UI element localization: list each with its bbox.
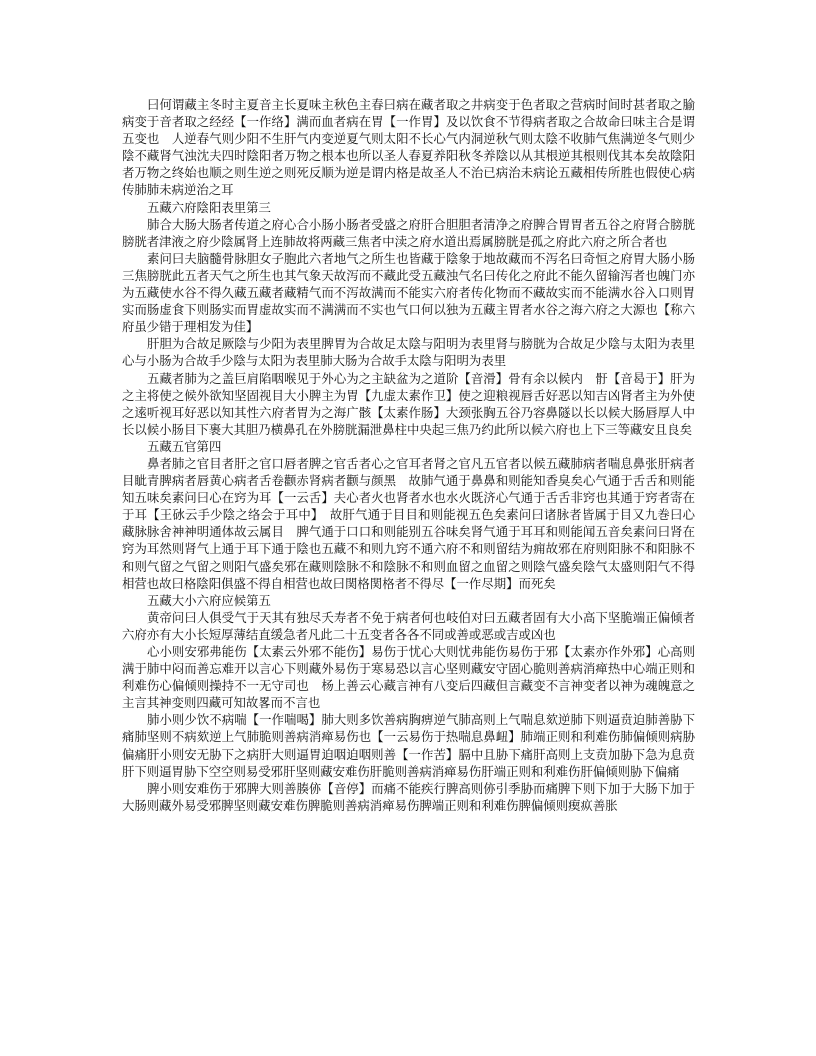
paragraph: 心小则安邪弗能伤【太素云外邪不能伤】易伤于忧心大则忧弗能伤易伤于邪【太素亦作外邪】心高则满于肺中闷而善忘难开以言心下则藏外易伤于寒易恐以言心坚则藏安守固心脆则善病消瘅热中心端正则和利难伤心偏倾则操持不一无守司也 杨上善云心藏言神有八变后四藏但言藏变不言神变者以神为魂魄意之主言其神变则四藏可知故畧而不言也: [122, 644, 695, 711]
section-heading: 五藏五官第四: [147, 438, 222, 454]
paragraph: 曰何谓藏主冬时主夏音主长夏味主秋色主春曰病在藏者取之井病变于色者取之营病时间时甚者取之腧病变于音者取之经经【一作络】满而血者病在胃【一作胃】及以饮食不节得病者取之合故命曰味主合是谓五变也 人逆春气则少阳不生肝气内变逆夏气则太阳不长心气内洞逆秋气则太陰不收肺气焦满逆冬气则少陰不藏肾气浊沈夫四时陰阳者万物之根本也所以圣人春夏养阳秋冬养陰以从其根逆其根则伐其本矣故陰阳者万物之终始也顺之则生逆之则死反顺为逆是谓内格是故圣人不治已病治未病论五藏相传所胜也假使心病传肺肺未病逆治之耳: [122, 97, 695, 198]
paragraph: 素问曰夫脑髓骨脉胆女子胞此六者地气之所生也皆藏于陰象于地故藏而不泻名曰奇恒之府胃大肠小肠三焦膀胱此五者天气之所生也其气象天故泻而不藏此受五藏浊气名曰传化之府此不能久留输泻者也魄门亦为五藏使水谷不得久藏五藏者藏精气而不泻故满而不能实六府者传化物而不藏故实而不能满水谷入口则胃实而肠虚食下则肠实而胃虚故实而不满满而不实也气口何以独为五藏主胃者水谷之海六府之大源也【称六府虽少错于理相发为佳】: [122, 250, 695, 335]
paragraph: 肺小则少饮不病喘【一作喘喝】肺大则多饮善病胸痹逆气肺高则上气喘息欬逆肺下则逼贲迫肺善胁下痛肺坚则不病欬逆上气肺脆则善病消瘅易伤也【一云易伤于热喘息鼻衄】肺端正则和利难伤肺偏倾则病胁偏痛肝小则安无胁下之病肝大则逼胃迫咽迫咽则善【一作苦】膈中且胁下痛肝高则上支贲加胁下急为息贲肝下则逼胃胁下空空则易受邪肝坚则藏安难伤肝脆则善病消瘅易伤肝端正则和利难伤肝偏倾则胁下偏痛: [122, 712, 695, 779]
paragraph: 肺合大肠大肠者传道之府心合小肠小肠者受盛之府肝合胆胆者清净之府脾合胃胃者五谷之府肾合膀胱膀胱者津液之府少陰属肾上连肺故将两藏三焦者中渎之府水道出焉属膀胱是孤之府此六府之所合者也: [122, 216, 695, 249]
paragraph: 肝胆为合故足厥陰与少阳为表里脾胃为合故足太陰与阳明为表里肾与膀胱为合故足少陰与太阳为表里心与小肠为合故手少陰与太阳为表里肺大肠为合故手太陰与阳明为表里: [122, 336, 695, 369]
paragraph: 五藏者肺为之盖巨肩陷咽喉见于外心为之主缺盆为之道阶【音滑】骨有余以候内 骬【音曷于】肝为之主将使之候外欲知坚固视目大小脾主为胃【九虚太素作卫】使之迎粮视唇舌好恶以知吉凶肾者主为外使之逺听视耳好恶以知其性六府者胃为之海广骸【太素作肠】大颈张胸五谷乃容鼻隧以长以候大肠唇厚人中长以候小肠目下裹大其胆乃横鼻孔在外膀胱漏泄鼻柱中央起三焦乃约此所以候六府也上下三等藏安且良矣: [122, 370, 695, 437]
paragraph: 黄帝问曰人俱受气于天其有独尽夭寿者不免于病者何也岐伯对曰五藏者固有大小高下坚脆端正偏倾者六府亦有大小长短厚薄结直缓急者凡此二十五变者各各不同或善或恶或吉或凶也: [122, 609, 695, 642]
paragraph: 脾小则安难伤于邪脾大则善腠㑊【音停】而痛不能疾行脾高则㑊引季胁而痛脾下则下加于大肠下加于大肠则藏外易受邪脾坚则藏安难伤脾脆则善病消瘅易伤脾端正则和利难伤脾偏倾则瘈疭善胀: [122, 780, 695, 813]
document-page: [122, 96, 695, 814]
section-heading: 五藏六府陰阳表里第三: [147, 199, 271, 215]
section-heading: 五藏大小六府应候第五: [147, 592, 271, 608]
paragraph: 鼻者肺之官目者肝之官口唇者脾之官舌者心之官耳者肾之官凡五官者以候五藏肺病者喘息鼻张肝病者目眦青脾病者唇黄心病者舌卷颧赤肾病者颧与颜黑 故肺气通于鼻鼻和则能知香臭矣心气通于舌舌和则能知五味矣素问曰心在窍为耳【一云舌】夫心者火也肾者水也水火既济心气通于舌舌非窍也其通于窍者寄在于耳【王砅云手少陰之络会于耳中】 故肝气通于目目和则能视五色矣素问曰诸脉者皆属于目又九巻曰心藏脉脉舍神神明通体故云属目 脾气通于口口和则能别五谷味矣肾气通于耳耳和则能闻五音矣素问曰肾在窍为耳然则肾气上通于耳下通于陰也五藏不和则九窍不通六府不和则留结为痈故邪在府则阳脉不和阳脉不和则气留之气留之则阳气盛矣邪在藏则陰脉不和陰脉不和则血留之血留之则陰气盛矣陰气太盛则阳气不得相营也故曰格陰阳俱盛不得自相营也故曰関格関格者不得尽【一作尽期】而死矣: [122, 455, 695, 591]
